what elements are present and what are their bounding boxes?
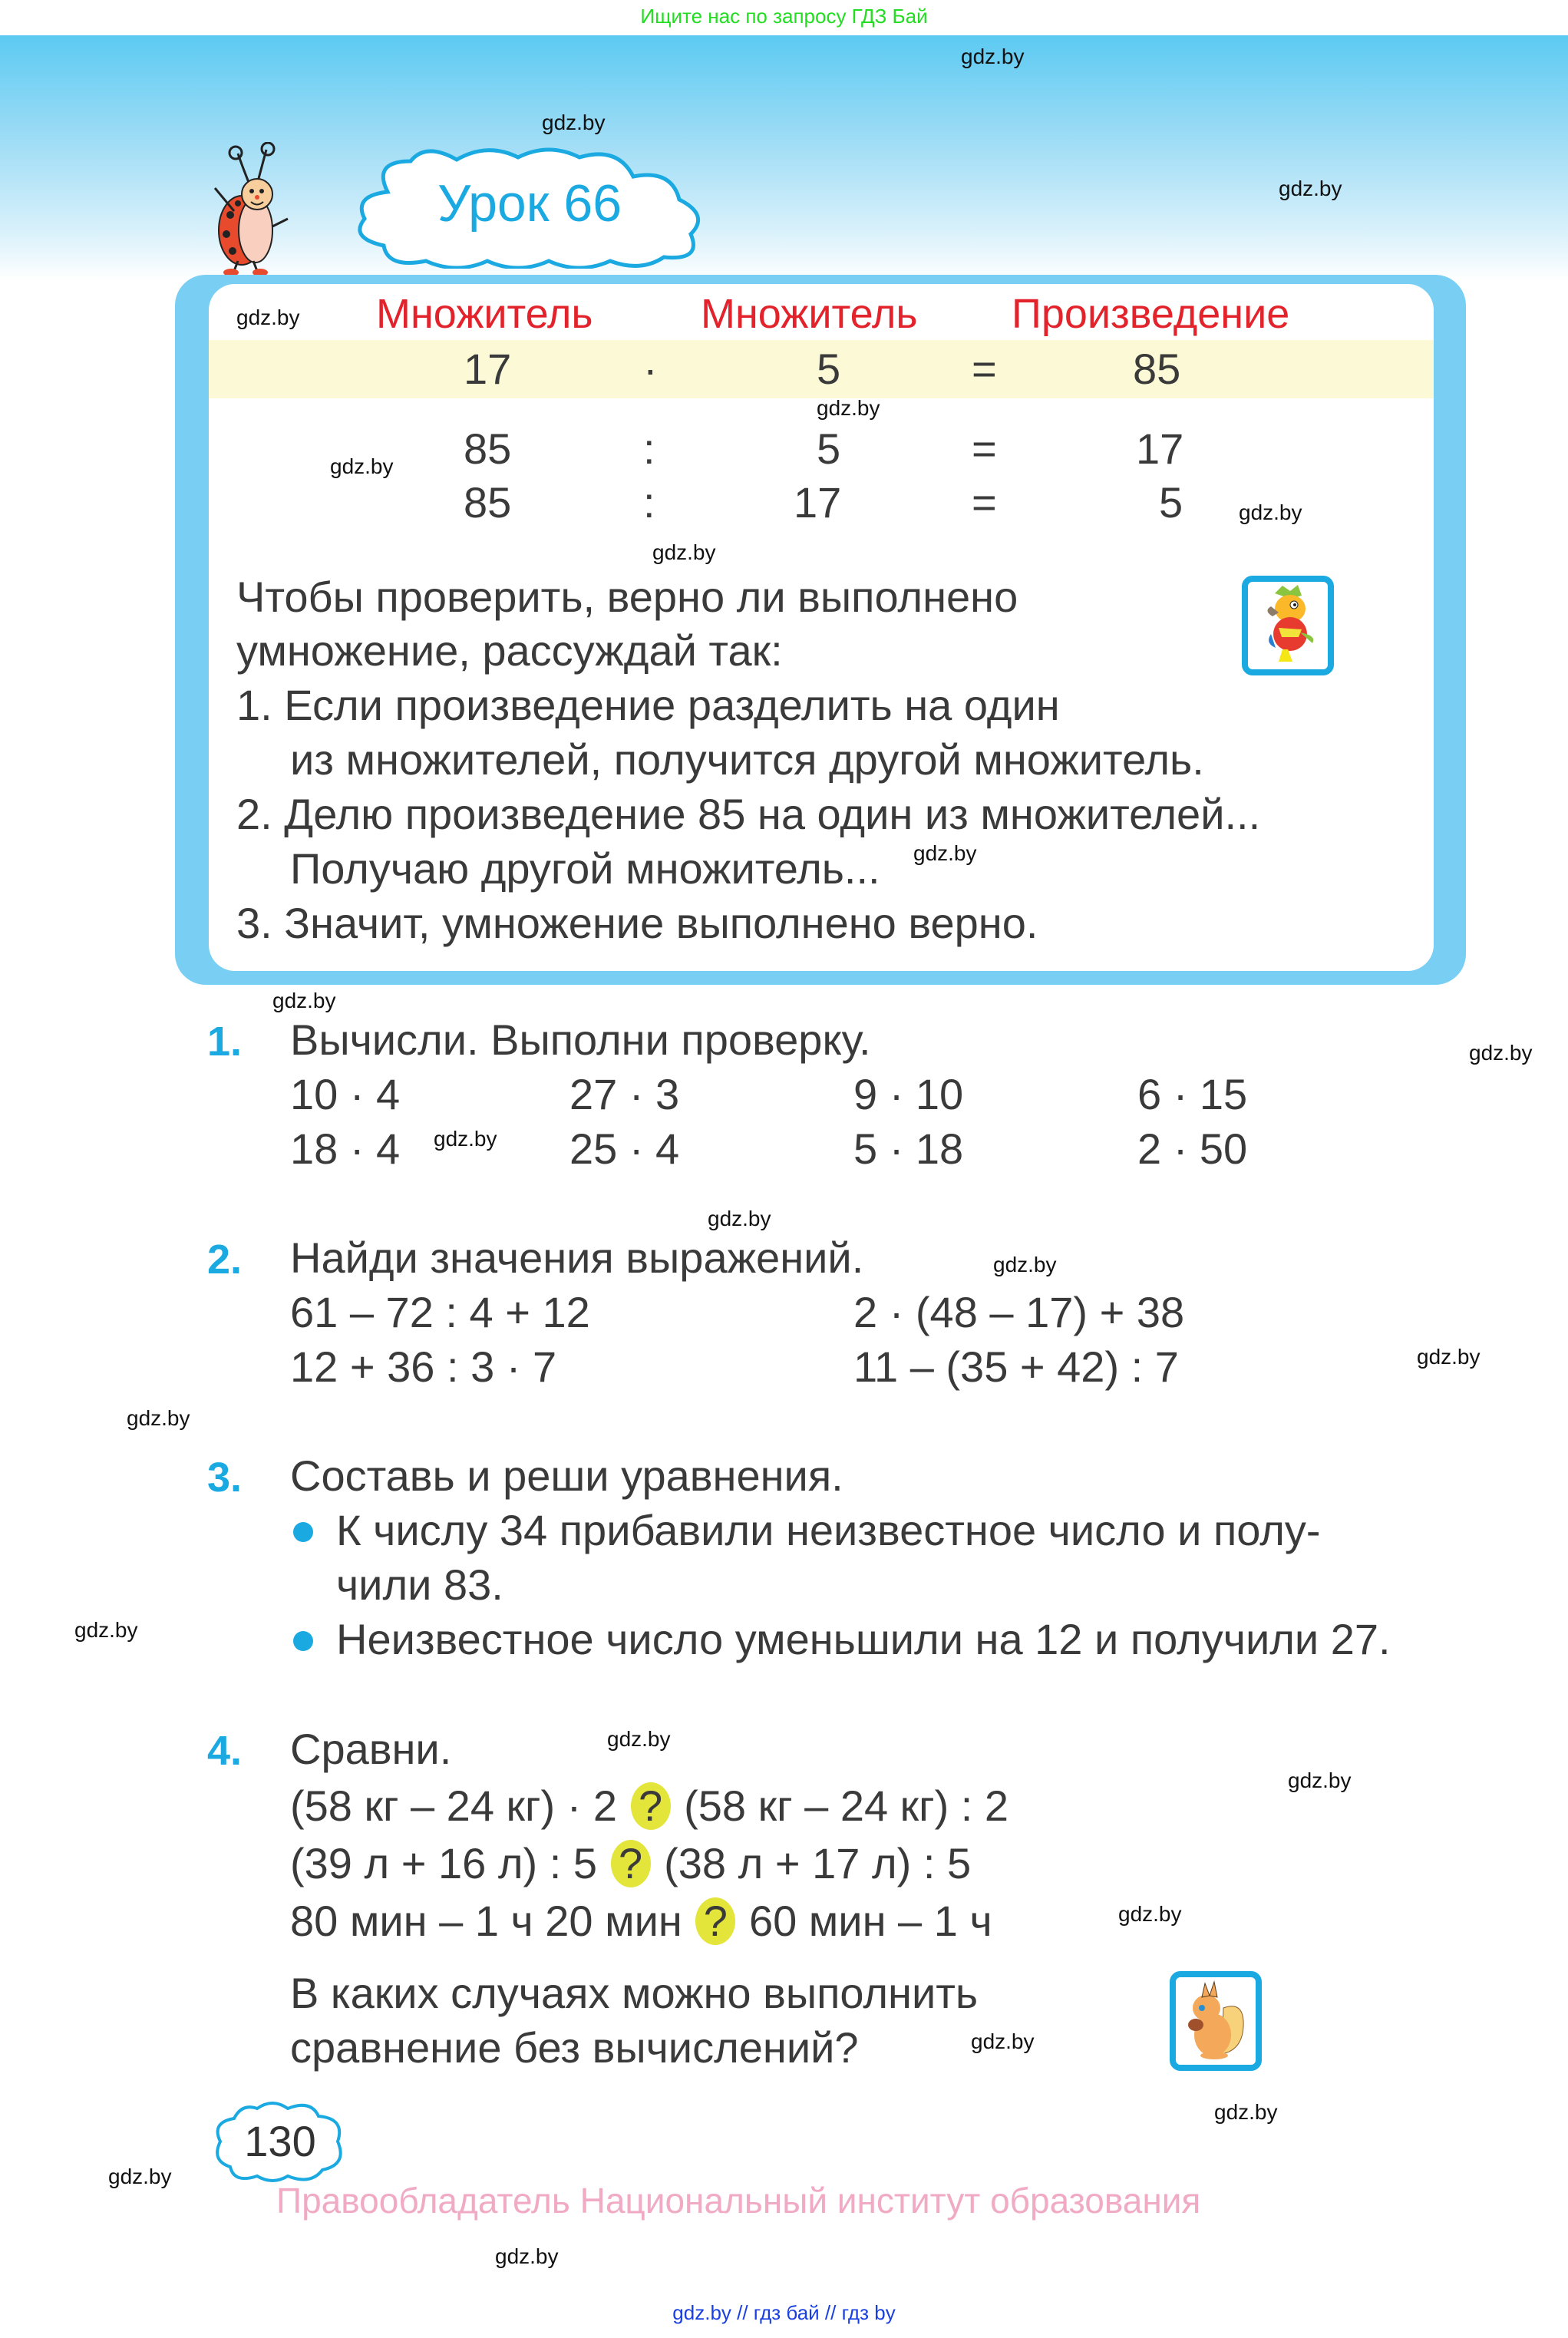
- rule-line-4: из множителей, получится другой множитель.: [290, 735, 1204, 784]
- task-2-number: 2.: [207, 1237, 243, 1283]
- search-banner: Ищите нас по запросу ГДЗ Бай: [0, 0, 1568, 35]
- watermark-text: gdz.by: [1288, 1768, 1352, 1792]
- watermark-text: gdz.by: [495, 2244, 559, 2268]
- task-4-number: 4.: [207, 1728, 243, 1774]
- watermark-text: gdz.by: [607, 1727, 671, 1751]
- header-factor-2: Множитель: [701, 291, 918, 337]
- comparison-right: 60 мин – 1 ч: [748, 1897, 992, 1945]
- watermark-text: gdz.by: [272, 989, 336, 1012]
- row1-product: 85: [1133, 345, 1181, 393]
- header-factor-1: Множитель: [376, 291, 593, 337]
- watermark-text: gdz.by: [817, 396, 880, 420]
- row3-divisor: 17: [794, 478, 842, 527]
- question-mark-icon: ?: [631, 1782, 671, 1830]
- bullet-icon: [293, 1631, 313, 1651]
- task-1-expr: 18 · 4: [290, 1124, 401, 1173]
- row2-quotient: 17: [1136, 424, 1184, 473]
- squirrel-picture-frame: [1170, 1971, 1262, 2071]
- comparison-row: [290, 1837, 971, 1891]
- watermark-text: gdz.by: [1417, 1345, 1481, 1369]
- row2-dividend: 85: [464, 424, 512, 473]
- row3-dividend: 85: [464, 478, 512, 527]
- watermark-text: gdz.by: [961, 45, 1025, 68]
- row1-op: ·: [643, 345, 658, 393]
- question-mark-icon: ?: [695, 1897, 735, 1945]
- rule-line-2: умножение, рассуждай так:: [236, 626, 783, 675]
- row2-eq: =: [972, 424, 997, 473]
- task-1-expr: 5 · 18: [853, 1124, 964, 1173]
- watermark-text: gdz.by: [993, 1253, 1057, 1276]
- comparison-row: [290, 1894, 992, 1948]
- watermark-text: gdz.by: [127, 1406, 190, 1430]
- row2-op: :: [643, 424, 655, 473]
- watermark-text: gdz.by: [108, 2165, 172, 2188]
- watermark-text: gdz.by: [434, 1127, 497, 1151]
- comparison-left: (58 кг – 24 кг) · 2: [290, 1782, 618, 1830]
- task-1-number: 1.: [207, 1019, 243, 1065]
- comparison-left: 80 мин – 1 ч 20 мин: [290, 1897, 682, 1945]
- page-number: 130: [244, 2117, 316, 2165]
- watermark-text: gdz.by: [74, 1618, 138, 1642]
- squirrel-icon: [1176, 1977, 1256, 2065]
- comparison-right: (38 л + 17 л) : 5: [664, 1839, 972, 1887]
- row1-factor1: 17: [464, 345, 512, 393]
- task-1-title: Вычисли. Выполни проверку.: [290, 1015, 871, 1064]
- task-1-expr: 6 · 15: [1137, 1070, 1248, 1118]
- watermark-text: gdz.by: [913, 841, 977, 865]
- row1-factor2: 5: [817, 345, 841, 393]
- task-4-question-line-1: В каких случаях можно выполнить: [290, 1969, 979, 2017]
- rule-line-7: 3. Значит, умножение выполнено верно.: [236, 899, 1038, 947]
- comparison-row: [290, 1779, 1008, 1833]
- watermark-text: gdz.by: [1279, 177, 1342, 200]
- watermark-text: gdz.by: [1118, 1902, 1182, 1926]
- task-4-question-line-2: сравнение без вычислений?: [290, 2023, 859, 2072]
- row3-quotient: 5: [1159, 478, 1183, 527]
- task-2-expr: 11 – (35 + 42) : 7: [853, 1342, 1179, 1391]
- row3-eq: =: [972, 478, 997, 527]
- rule-line-3: 1. Если произведение разделить на один: [236, 681, 1060, 729]
- copyright-notice: Правообладатель Национальный институт образования: [276, 2181, 1201, 2221]
- header-product: Произведение: [1012, 291, 1290, 337]
- row2-divisor: 5: [817, 424, 841, 473]
- watermark-text: gdz.by: [971, 2029, 1035, 2053]
- lesson-title: Урок 66: [437, 174, 622, 233]
- watermark-text: gdz.by: [652, 540, 716, 564]
- rule-line-6: Получаю другой множитель...: [290, 844, 880, 893]
- ladybug-icon: [196, 142, 299, 276]
- task-3-item-1-line-2: чили 83.: [336, 1560, 503, 1609]
- task-2-title: Найди значения выражений.: [290, 1233, 864, 1282]
- row1-eq: =: [972, 345, 997, 393]
- watermark-text: gdz.by: [330, 454, 394, 478]
- rule-line-5: 2. Делю произведение 85 на один из множителей...: [236, 790, 1261, 838]
- bullet-icon: [293, 1522, 313, 1542]
- comparison-left: (39 л + 16 л) : 5: [290, 1839, 597, 1887]
- task-2-expr: 2 · (48 – 17) + 38: [853, 1288, 1185, 1336]
- task-1-expr: 10 · 4: [290, 1070, 401, 1118]
- watermark-text: gdz.by: [708, 1207, 771, 1230]
- task-3-title: Составь и реши уравнения.: [290, 1451, 843, 1500]
- footer-links[interactable]: gdz.by // гдз бай // гдз by: [672, 2301, 896, 2324]
- parrot-picture-frame: [1242, 576, 1334, 675]
- comparison-right: (58 кг – 24 кг) : 2: [684, 1782, 1009, 1830]
- task-1-expr: 9 · 10: [853, 1070, 964, 1118]
- task-4-title: Сравни.: [290, 1725, 452, 1773]
- task-1-expr: 2 · 50: [1137, 1124, 1248, 1173]
- task-1-expr: 27 · 3: [569, 1070, 680, 1118]
- watermark-text: gdz.by: [1239, 500, 1302, 524]
- watermark-text: gdz.by: [1469, 1041, 1533, 1065]
- task-3-item-2: Неизвестное число уменьшили на 12 и получили 27.: [336, 1615, 1391, 1663]
- watermark-text: gdz.by: [542, 111, 606, 134]
- task-2-expr: 12 + 36 : 3 · 7: [290, 1342, 557, 1391]
- task-3-number: 3.: [207, 1455, 243, 1501]
- task-3-item-1-line-1: К числу 34 прибавили неизвестное число и полу-: [336, 1506, 1321, 1554]
- task-1-expr: 25 · 4: [569, 1124, 680, 1173]
- question-mark-icon: ?: [611, 1840, 651, 1887]
- watermark-text: gdz.by: [236, 305, 300, 329]
- row3-op: :: [643, 478, 655, 527]
- task-2-expr: 61 – 72 : 4 + 12: [290, 1288, 590, 1336]
- watermark-text: gdz.by: [1214, 2100, 1278, 2124]
- rule-line-1: Чтобы проверить, верно ли выполнено: [236, 573, 1018, 621]
- parrot-icon: [1248, 582, 1328, 669]
